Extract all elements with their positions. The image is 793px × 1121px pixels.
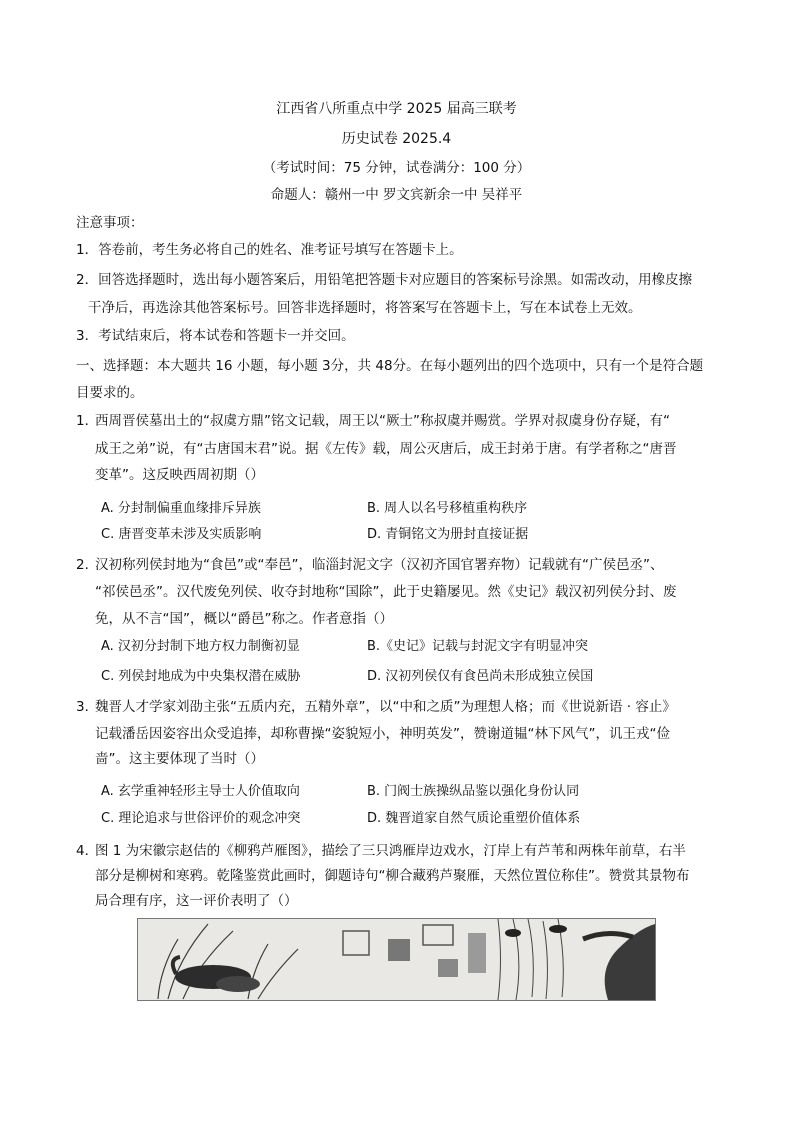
question-1-option-b: B. 周人以名号移植重构秩序 bbox=[367, 501, 528, 516]
question-4-number: 4． bbox=[76, 843, 99, 859]
question-2-line-3: 免，从不言“国”，概以“爵邑”称之。作者意指（） bbox=[95, 611, 393, 627]
question-2-line-1: 汉初称列侯封地为“食邑”或“奉邑”，临淄封泥文字（汉初齐国官署弃物）记载就有“广侯邑丞”、 bbox=[95, 557, 664, 573]
notice-item-2: 2．回答选择题时，选出每小题答案后，用铅笔把答题卡对应题目的答案标号涂黑。如需改动，用橡皮擦 bbox=[76, 272, 693, 288]
question-4-line-1: 图 1 为宋徽宗赵佶的《柳鸦芦雁图》，描绘了三只鸿雁岸边戏水，汀岸上有芦苇和两株年前草，右半 bbox=[95, 843, 686, 859]
notice-item-2-cont: 干净后，再选涂其他答案标号。回答非选择题时，将答案写在答题卡上，写在本试卷上无效。 bbox=[88, 300, 642, 316]
question-3-option-b: B. 门阀士族操纵品鉴以强化身份认同 bbox=[367, 784, 580, 799]
painting-illustration bbox=[138, 919, 655, 1000]
question-3-number: 3． bbox=[76, 699, 99, 715]
question-1-line-3: 变革”。这反映西周初期（） bbox=[95, 467, 264, 483]
question-4-line-3: 局合理有序，这一评价表明了（） bbox=[95, 893, 298, 909]
question-1-line-1: 西周晋侯墓出土的“叔虞方鼎”铭文记载，周王以“厥士”称叔虞并赐赏。学界对叔虞身份存疑，有“ bbox=[95, 413, 670, 429]
question-2-number: 2． bbox=[76, 557, 99, 573]
notice-heading: 注意事项： bbox=[76, 215, 144, 231]
question-1-number: 1． bbox=[76, 413, 99, 429]
question-3-line-2: 记载潘岳因姿容出众受追捧，却称曹操“姿貌短小，神明英发”，赞谢道韫“林下风气”，讥王戎“俭 bbox=[95, 726, 670, 742]
question-3-option-d: D. 魏晋道家自然气质论重塑价值体系 bbox=[367, 811, 581, 826]
exam-title: 江西省八所重点中学 2025 届高三联考 bbox=[276, 101, 517, 117]
exam-authors: 命题人：赣州一中 罗文宾新余一中 吴祥平 bbox=[270, 187, 523, 203]
exam-subtitle: 历史试卷 2025.4 bbox=[341, 131, 452, 147]
question-2-option-a: A. 汉初分封制下地方权力制衡初显 bbox=[101, 639, 300, 654]
question-1-option-d: D. 青铜铭文为册封直接证据 bbox=[367, 527, 529, 542]
question-3-option-a: A. 玄学重神轻形主导士人价值取向 bbox=[101, 784, 300, 799]
question-2-option-b: B.《史记》记载与封泥文字有明显冲突 bbox=[367, 639, 589, 654]
question-3-line-3: 啬”。这主要体现了当时（） bbox=[95, 751, 264, 767]
question-4-line-2: 部分是柳树和寒鸦。乾隆鉴赏此画时，御题诗句“柳合藏鸦芦聚雁，天然位置位称佳”。赞赏其景物布 bbox=[95, 868, 690, 884]
section-heading-cont: 目要求的。 bbox=[76, 385, 144, 401]
painting-figure bbox=[137, 918, 656, 1001]
question-1-option-c: C. 唐晋变革未涉及实质影响 bbox=[101, 527, 262, 542]
exam-info: （考试时间：75 分钟，试卷满分：100 分） bbox=[262, 160, 531, 176]
question-3-line-1: 魏晋人才学家刘劭主张“五质内充，五精外章”，以“中和之质”为理想人格；而《世说新语 · 容止》 bbox=[95, 699, 676, 715]
question-1-line-2: 成王之弟”说，有“古唐国末君”说。据《左传》载，周公灭唐后，成王封弟于唐。有学者称之“唐晋 bbox=[95, 441, 677, 457]
notice-item-1: 1．答卷前，考生务必将自己的姓名、准考证号填写在答题卡上。 bbox=[76, 242, 463, 258]
question-2-option-c: C. 列侯封地成为中央集权潜在威胁 bbox=[101, 669, 301, 684]
section-heading: 一、选择题：本大题共 16 小题，每小题 3分，共 48分。在每小题列出的四个选项中，只有一个是符合题 bbox=[76, 358, 704, 374]
notice-item-3: 3．考试结束后，将本试卷和答题卡一并交回。 bbox=[76, 328, 355, 344]
question-1-option-a: A. 分封制偏重血缘排斥异族 bbox=[101, 501, 261, 516]
question-3-option-c: C. 理论追求与世俗评价的观念冲突 bbox=[101, 811, 301, 826]
question-2-option-d: D. 汉初列侯仅有食邑尚未形成独立侯国 bbox=[367, 669, 594, 684]
question-2-line-2: “祁侯邑丞”。汉代废免列侯、收夺封地称“国除”，此于史籍屡见。然《史记》载汉初列侯分封、废 bbox=[95, 584, 677, 600]
